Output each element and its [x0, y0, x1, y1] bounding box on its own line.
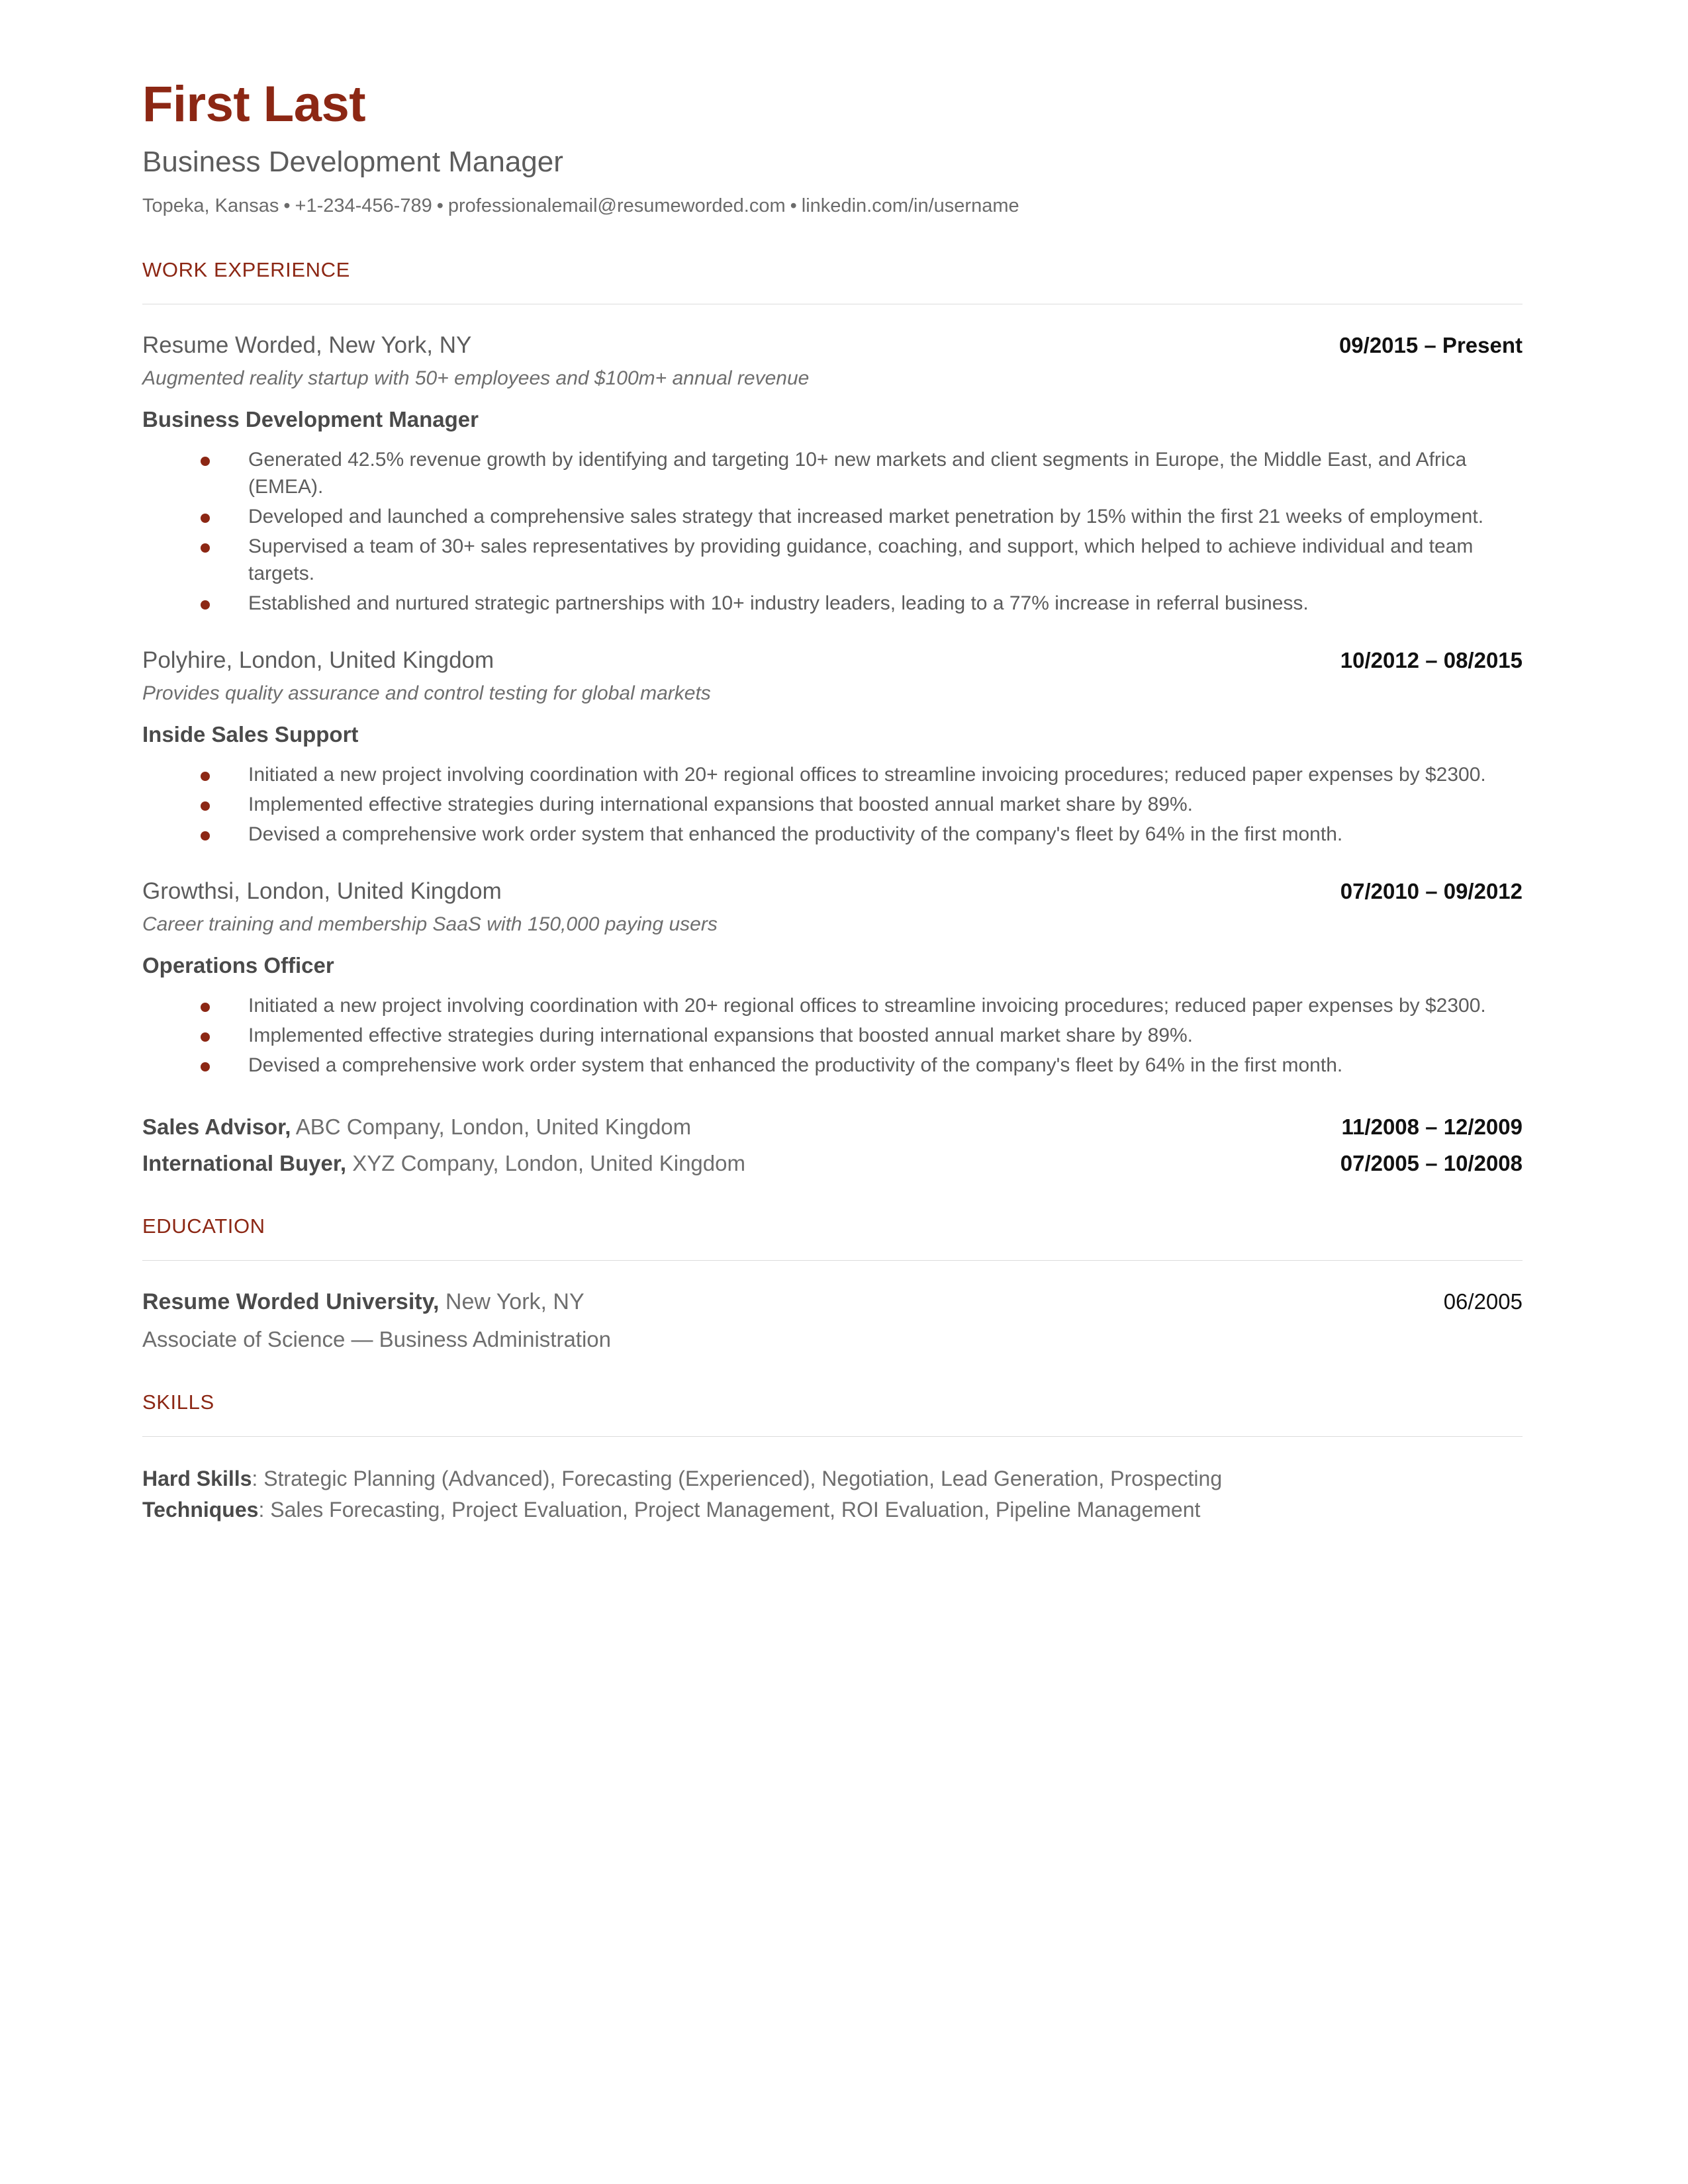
education-date: 06/2005 [1443, 1289, 1523, 1314]
job-bullet: Established and nurtured strategic partnerships with 10+ industry leaders, leading to a 77% increase in referral business. [201, 590, 1523, 617]
job-bullet: Developed and launched a comprehensive sales strategy that increased market penetration by 15% within the first 21 weeks of employment. [201, 503, 1523, 530]
section-title-education: EDUCATION [142, 1214, 265, 1238]
job-description: Career training and membership SaaS with 150,000 paying users [142, 913, 718, 935]
section-title-work: WORK EXPERIENCE [142, 257, 350, 281]
additional-role [142, 1113, 1523, 1142]
additional-role-title: International Buyer, [142, 1151, 347, 1176]
additional-role-title: Sales Advisor, [142, 1115, 291, 1140]
job-bullet: Supervised a team of 30+ sales representatives by providing guidance, coaching, and support, which helped to achieve individual and team targets. [201, 533, 1523, 587]
education-location: New York, NY [439, 1289, 585, 1314]
education-entry [142, 1287, 1523, 1354]
job-header [142, 877, 1523, 906]
job-header [142, 331, 1523, 360]
job-company: Polyhire, London, United Kingdom [142, 647, 494, 674]
job-bullet-list [142, 992, 1523, 1079]
job-description: Augmented reality startup with 50+ employees and $100m+ annual revenue [142, 367, 810, 389]
section-divider-education [142, 1260, 1523, 1261]
job-description: Provides quality assurance and control testing for global markets [142, 682, 711, 705]
skill-values: : Sales Forecasting, Project Evaluation, Project Management, ROI Evaluation, Pipeline Management [258, 1497, 1201, 1522]
section-divider-skills [142, 1436, 1523, 1437]
additional-role-company: XYZ Company, London, United Kingdom [346, 1151, 745, 1176]
resume-header [142, 76, 1523, 218]
education-header [142, 1287, 1523, 1316]
skill-row [142, 1463, 1523, 1494]
job-header [142, 646, 1523, 675]
section-education [142, 1215, 1523, 1354]
job-bullet: Implemented effective strategies during international expansions that boosted annual market share by 89%. [201, 1022, 1523, 1049]
job-entry [142, 877, 1523, 1079]
skill-category-label: Techniques [142, 1497, 259, 1522]
additional-role-text [142, 1150, 745, 1178]
job-bullet: Initiated a new project involving coordination with 20+ regional offices to streamline invoicing procedures; reduced paper expenses by $2300. [201, 992, 1523, 1019]
job-bullet: Initiated a new project involving coordination with 20+ regional offices to streamline invoicing procedures; reduced paper expenses by $2300. [201, 761, 1523, 788]
job-bullet: Devised a comprehensive work order system that enhanced the productivity of the company's fleet by 64% in the first month. [201, 821, 1523, 848]
additional-role-dates: 11/2008 – 12/2009 [1341, 1115, 1523, 1140]
skill-row [142, 1494, 1523, 1525]
skill-category-label: Hard Skills [142, 1467, 252, 1491]
contact-separator-3: • [790, 195, 797, 217]
section-title-skills: SKILLS [142, 1390, 214, 1414]
contact-location: Topeka, Kansas [142, 195, 279, 217]
job-dates: 10/2012 – 08/2015 [1340, 648, 1523, 673]
job-entry [142, 646, 1523, 848]
contact-separator-2: • [436, 195, 444, 217]
contact-line [142, 195, 1523, 218]
job-bullet: Implemented effective strategies during international expansions that boosted annual market share by 89%. [201, 791, 1523, 818]
additional-role-company: ABC Company, London, United Kingdom [291, 1115, 692, 1140]
job-company: Resume Worded, New York, NY [142, 332, 472, 359]
contact-separator-1: • [283, 195, 291, 217]
job-company: Growthsi, London, United Kingdom [142, 878, 502, 905]
job-dates: 09/2015 – Present [1338, 333, 1523, 358]
job-bullet: Generated 42.5% revenue growth by identifying and targeting 10+ new markets and client segments in Europe, the Middle East, and Africa (EMEA). [201, 446, 1523, 500]
candidate-headline: Business Development Manager [142, 146, 563, 178]
job-title: Inside Sales Support [142, 722, 359, 747]
job-dates: 07/2010 – 09/2012 [1340, 879, 1523, 904]
job-entry [142, 331, 1523, 617]
job-bullet-list [142, 446, 1523, 617]
skill-values: : Strategic Planning (Advanced), Forecasting (Experienced), Negotiation, Lead Generation, Prospecting [252, 1467, 1223, 1491]
education-degree: Associate of Science — Business Administration [142, 1327, 612, 1352]
section-work-experience [142, 259, 1523, 1178]
job-title: Operations Officer [142, 952, 334, 978]
contact-linkedin[interactable]: linkedin.com/in/username [801, 195, 1019, 217]
job-title: Business Development Manager [142, 406, 479, 432]
candidate-name: First Last [142, 76, 366, 132]
contact-phone: +1-234-456-789 [295, 195, 432, 217]
job-bullet: Devised a comprehensive work order system that enhanced the productivity of the company's fleet by 64% in the first month. [201, 1052, 1523, 1079]
contact-email[interactable]: professionalemail@resumeworded.com [447, 195, 786, 217]
additional-role [142, 1150, 1523, 1178]
education-school: Resume Worded University, [142, 1289, 440, 1314]
additional-role-dates: 07/2005 – 10/2008 [1340, 1151, 1523, 1176]
education-school-line [142, 1287, 585, 1316]
additional-roles-list [142, 1113, 1523, 1178]
section-skills [142, 1391, 1523, 1525]
job-bullet-list [142, 761, 1523, 848]
additional-role-text [142, 1113, 691, 1142]
